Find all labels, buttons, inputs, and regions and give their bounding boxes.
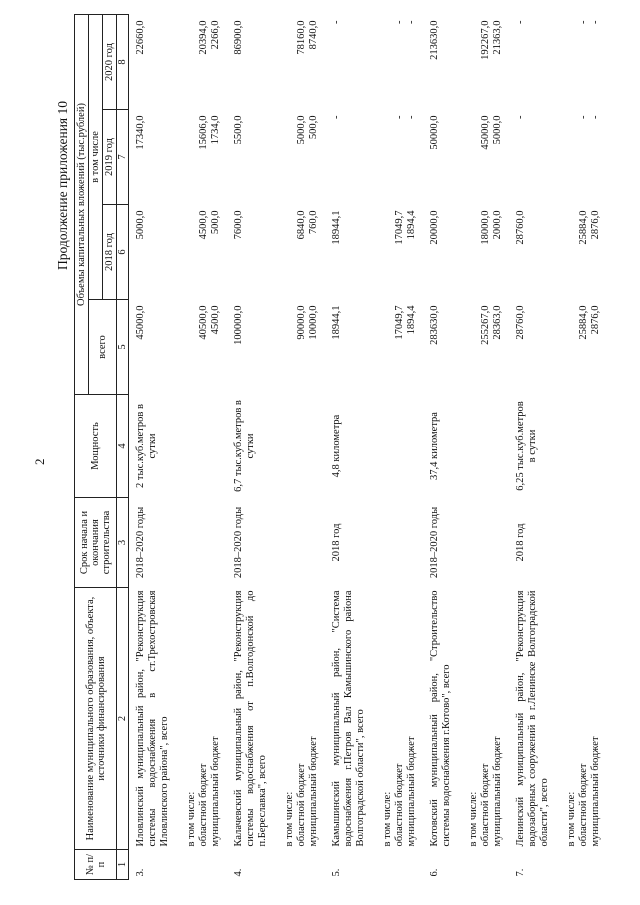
row-total-sub: 17049,7 1894,4 bbox=[394, 305, 417, 340]
row-name: Котовский муниципальный район, "Строительство системы водоснабжения г.Котово", всего bbox=[429, 590, 452, 847]
row-2018-sub: 18000,0 2000,0 bbox=[480, 210, 503, 245]
row-period: 2018–2020 годы bbox=[135, 506, 146, 579]
row-2019: - bbox=[331, 115, 342, 119]
column-number: 7 bbox=[117, 110, 129, 205]
row-2018: 18944,1 bbox=[331, 210, 342, 245]
continuation-title: Продолжение приложения 10 bbox=[55, 100, 70, 270]
row-2019-sub: 5000,0 500,0 bbox=[296, 115, 319, 145]
row-2020-sub: - - bbox=[394, 20, 417, 24]
row-name: Камышинский муниципальный район, "Система водоснабжения г.Петров Вал Камышинского района Волгоградской области", всего bbox=[331, 590, 366, 847]
row-period: 2018–2020 годы bbox=[429, 506, 440, 579]
column-number: 5 bbox=[117, 300, 129, 395]
table-row bbox=[419, 14, 454, 879]
row-2018: 5000,0 bbox=[135, 210, 146, 240]
row-2020-sub: 20394,0 2266,0 bbox=[198, 20, 221, 55]
table-row bbox=[321, 14, 368, 879]
row-2019-sub: - - bbox=[578, 115, 601, 119]
row-total: 100000,0 bbox=[233, 305, 244, 345]
row-period: 2018–2020 годы bbox=[233, 506, 244, 579]
row-period: 2018 год bbox=[515, 523, 526, 562]
row-total-sub: 25884,0 2876,0 bbox=[578, 305, 601, 340]
row-2018: 7600,0 bbox=[233, 210, 244, 240]
table-row bbox=[368, 14, 419, 879]
row-total-sub: 255267,0 28363,0 bbox=[480, 305, 503, 345]
source-regional: областной бюджет bbox=[578, 763, 589, 847]
header-row-1 bbox=[75, 14, 89, 879]
header-volume: Объемы капитальных вложений (тыс.рублей) bbox=[75, 14, 89, 394]
table-row bbox=[505, 14, 552, 879]
row-2018-sub: 6840,0 760,0 bbox=[296, 210, 319, 240]
row-2018-sub: 4500,0 500,0 bbox=[198, 210, 221, 240]
table-row bbox=[270, 14, 321, 879]
row-2019-sub: - - bbox=[394, 115, 417, 119]
page-number: 2 bbox=[32, 458, 47, 465]
row-2020-sub: - - bbox=[578, 20, 601, 24]
header-2020: 2020 год bbox=[103, 14, 117, 109]
header-period: Срок начала и окончания строительства bbox=[75, 498, 117, 588]
row-2020: 86900,0 bbox=[233, 20, 244, 55]
header-no: № п/п bbox=[75, 850, 117, 880]
table-row bbox=[223, 14, 270, 879]
header-total: всего bbox=[89, 300, 117, 395]
row-2019: 5500,0 bbox=[233, 115, 244, 145]
incl-label: в том числе: bbox=[468, 791, 479, 847]
row-2020: - bbox=[515, 20, 526, 24]
source-municipal: муниципальный бюджет bbox=[492, 736, 503, 847]
table-row bbox=[552, 14, 603, 879]
capital-investment-table bbox=[74, 14, 603, 880]
row-2020-sub: 192267,0 21363,0 bbox=[480, 20, 503, 60]
column-number: 8 bbox=[117, 14, 129, 109]
row-2020: 213630,0 bbox=[429, 20, 440, 60]
incl-label: в том числе: bbox=[382, 791, 393, 847]
row-capacity: 2 тыс.куб.метров в сутки bbox=[135, 404, 158, 488]
row-2019: 17340,0 bbox=[135, 115, 146, 150]
row-period: 2018 год bbox=[331, 523, 342, 562]
row-number: 4. bbox=[233, 868, 244, 877]
row-2020: 22660,0 bbox=[135, 20, 146, 55]
row-total: 28760,0 bbox=[515, 305, 526, 340]
incl-label: в том числе: bbox=[186, 791, 197, 847]
row-name: Ленинский муниципальный район, "Реконструкция водозаборных сооружений в г.Ленинске Волгоградской области", всего bbox=[515, 590, 550, 847]
row-number: 5. bbox=[331, 868, 342, 877]
row-2019: - bbox=[515, 115, 526, 119]
row-name: Калачевский муниципальный район, "Реконструкция системы водоснабжения от п.Волгодонской до п.Береславка", всего bbox=[233, 590, 268, 847]
row-2020: - bbox=[331, 20, 342, 24]
row-total: 45000,0 bbox=[135, 305, 146, 340]
row-number: 7. bbox=[515, 868, 526, 877]
row-total: 18944,1 bbox=[331, 305, 342, 340]
header-2018: 2018 год bbox=[103, 205, 117, 300]
source-regional: областной бюджет bbox=[198, 763, 209, 847]
row-2020-sub: 78160,0 8740,0 bbox=[296, 20, 319, 55]
row-total-sub: 40500,0 4500,0 bbox=[198, 305, 221, 340]
row-2018: 28760,0 bbox=[515, 210, 526, 245]
header-name: Наименование муниципального образования, объекта, источники финансирования bbox=[75, 588, 117, 850]
row-sources bbox=[270, 588, 321, 850]
row-capacity: 4,8 километра bbox=[331, 414, 342, 478]
source-regional: областной бюджет bbox=[394, 763, 405, 847]
row-sources bbox=[552, 588, 603, 850]
row-sources bbox=[172, 588, 223, 850]
row-number: 3. bbox=[135, 868, 146, 877]
row-2019-sub: 15606,0 1734,0 bbox=[198, 115, 221, 150]
row-2018-sub: 25884,0 2876,0 bbox=[578, 210, 601, 245]
row-2019: 50000,0 bbox=[429, 115, 440, 150]
source-municipal: муниципальный бюджет bbox=[210, 736, 221, 847]
table-row bbox=[172, 14, 223, 879]
row-total-sub: 90000,0 10000,0 bbox=[296, 305, 319, 340]
row-number: 6. bbox=[429, 868, 440, 877]
row-capacity: 6,7 тыс.куб.метров в сутки bbox=[233, 400, 256, 492]
source-municipal: муниципальный бюджет bbox=[308, 736, 319, 847]
column-number: 1 bbox=[117, 850, 129, 880]
row-name: Иловлинский муниципальный район, "Реконструкция системы водоснабжения в ст.Трехостровская Иловлинского района", всего bbox=[135, 590, 170, 847]
source-regional: областной бюджет bbox=[296, 763, 307, 847]
row-sources bbox=[454, 588, 505, 850]
row-2019-sub: 45000,0 5000,0 bbox=[480, 115, 503, 150]
column-number: 4 bbox=[117, 395, 129, 498]
column-number: 2 bbox=[117, 588, 129, 850]
incl-label: в том числе: bbox=[284, 791, 295, 847]
row-capacity: 6,25 тыс.куб.метров в сутки bbox=[515, 401, 538, 491]
row-2018: 20000,0 bbox=[429, 210, 440, 245]
table-row bbox=[454, 14, 505, 879]
incl-label: в том числе: bbox=[566, 791, 577, 847]
header-capacity: Мощность bbox=[75, 395, 117, 498]
row-2018-sub: 17049,7 1894,4 bbox=[394, 210, 417, 245]
source-municipal: муниципальный бюджет bbox=[590, 736, 601, 847]
table-row bbox=[129, 14, 173, 879]
row-sources bbox=[368, 588, 419, 850]
column-number: 6 bbox=[117, 205, 129, 300]
row-total: 283630,0 bbox=[429, 305, 440, 345]
source-regional: областной бюджет bbox=[480, 763, 491, 847]
header-2019: 2019 год bbox=[103, 110, 117, 205]
column-number-row bbox=[117, 14, 129, 879]
column-number: 3 bbox=[117, 498, 129, 588]
source-municipal: муниципальный бюджет bbox=[406, 736, 417, 847]
row-capacity: 37,4 километра bbox=[429, 412, 440, 480]
header-incl: в том числе bbox=[89, 14, 103, 299]
